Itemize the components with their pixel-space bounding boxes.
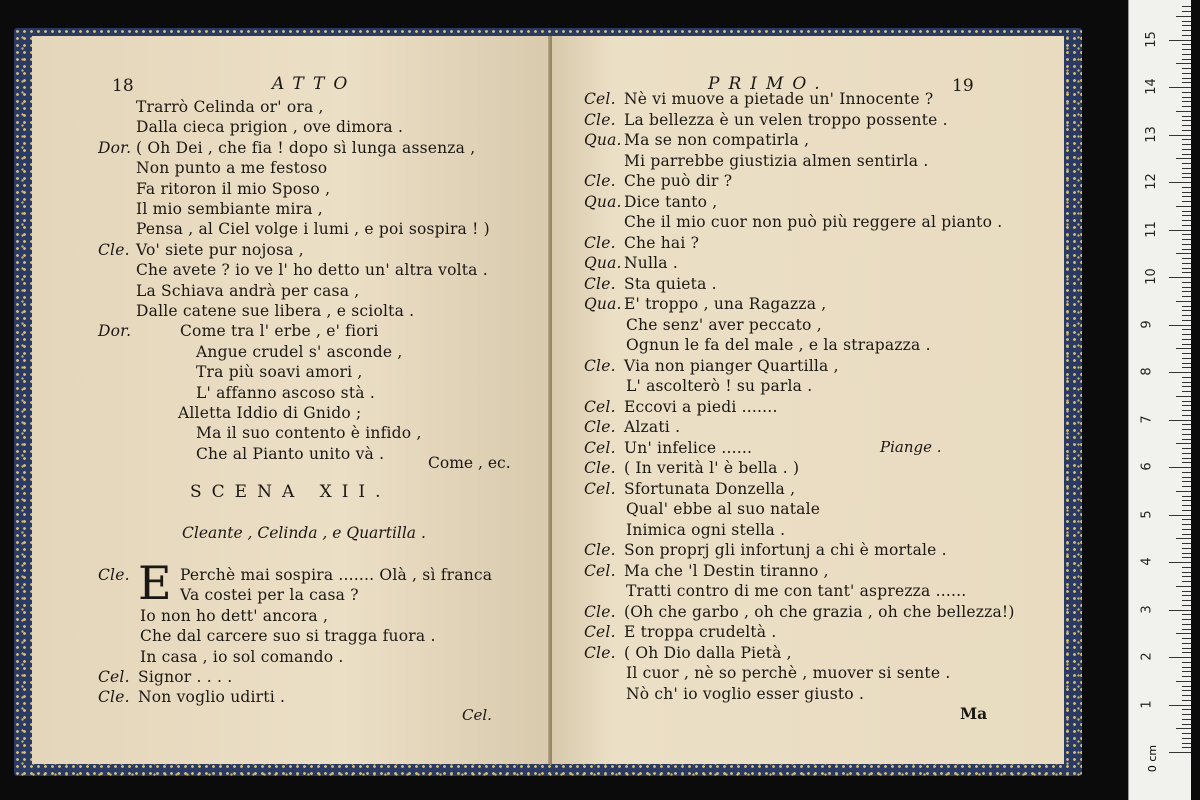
ruler-tick xyxy=(1182,149,1191,150)
running-head: PRIMO. xyxy=(708,74,829,94)
catchword: Ma xyxy=(960,704,988,723)
ruler-tick xyxy=(1169,752,1191,753)
ruler-tick xyxy=(1182,524,1191,525)
speaker-label: Cel. xyxy=(584,438,616,457)
ruler-tick xyxy=(1182,410,1191,411)
verse-text: Come tra l' erbe , e' fiori xyxy=(180,322,379,341)
ruler-tick xyxy=(1182,386,1191,387)
ruler-tick xyxy=(1182,676,1191,677)
verse-text: Ma che 'l Destin tiranno , xyxy=(624,561,829,580)
scene-characters: Cleante , Celinda , e Quartilla . xyxy=(182,524,426,542)
ruler-tick xyxy=(1182,363,1191,364)
ruler-tick xyxy=(1176,681,1191,682)
ruler-tick xyxy=(1182,215,1191,216)
ruler-tick xyxy=(1182,638,1191,639)
verse-text: Nulla . xyxy=(624,254,678,272)
verse-text: La Schiava andrà per casa , xyxy=(136,281,360,300)
ruler-tick xyxy=(1169,277,1191,278)
ruler-number: 9 xyxy=(1139,319,1155,329)
ruler-number: 15 xyxy=(1143,30,1159,48)
ruler-tick xyxy=(1182,510,1191,511)
speaker-label: Cle. xyxy=(584,602,616,621)
ruler-tick xyxy=(1182,334,1191,335)
ruler-tick xyxy=(1182,690,1191,691)
verse-text: Nò ch' io voglio esser giusto . xyxy=(626,684,865,703)
ruler-number: 1 xyxy=(1139,699,1155,709)
ruler-tick xyxy=(1182,144,1191,145)
ruler-tick xyxy=(1182,353,1191,354)
ruler-tick xyxy=(1182,747,1191,748)
ruler-tick xyxy=(1182,358,1191,359)
ruler-tick xyxy=(1182,624,1191,625)
ruler-tick xyxy=(1182,567,1191,568)
ruler-tick xyxy=(1182,106,1191,107)
verse-text: L' affanno ascoso stà . xyxy=(196,383,375,402)
ruler-tick xyxy=(1182,196,1191,197)
ruler-tick xyxy=(1182,401,1191,402)
ruler-tick xyxy=(1182,557,1191,558)
ruler-tick xyxy=(1182,415,1191,416)
verse-text: Dalle catene sue libera , e sciolta . xyxy=(136,302,415,320)
ruler-tick xyxy=(1176,253,1191,254)
ruler-tick xyxy=(1182,724,1191,725)
ruler-tick xyxy=(1182,481,1191,482)
ruler-tick xyxy=(1182,192,1191,193)
ruler-tick xyxy=(1176,728,1191,729)
ruler-tick xyxy=(1176,348,1191,349)
ruler-tick xyxy=(1182,614,1191,615)
ruler-tick xyxy=(1182,173,1191,174)
drop-cap: E xyxy=(138,556,172,610)
ruler-tick xyxy=(1169,182,1191,183)
speaker-label: Cle. xyxy=(98,566,130,584)
ruler-tick xyxy=(1176,586,1191,587)
verse-text: Pensa , al Ciel volge i lumi , e poi sospira ! ) xyxy=(136,220,490,239)
ruler-tick xyxy=(1182,695,1191,696)
speaker-label: Qua. xyxy=(584,131,622,149)
ruler-tick xyxy=(1182,439,1191,440)
verse-text: Perchè mai sospira ....... Olà , sì franca xyxy=(180,566,493,584)
ruler-tick xyxy=(1182,6,1191,7)
verse-text: Non punto a me festoso xyxy=(136,159,328,178)
ruler-tick xyxy=(1169,420,1191,421)
verse-text: ( Oh Dei , che fia ! dopo sì lunga assenza , xyxy=(136,138,476,157)
ruler-tick xyxy=(1182,320,1191,321)
speaker-label: Cle. xyxy=(584,459,616,477)
ruler-tick xyxy=(1182,472,1191,473)
ruler-tick xyxy=(1182,30,1191,31)
verse-text: Che hai ? xyxy=(624,233,700,252)
ruler-tick xyxy=(1182,116,1191,117)
ruler-tick xyxy=(1176,633,1191,634)
ruler-tick xyxy=(1182,35,1191,36)
ruler-tick xyxy=(1182,239,1191,240)
verse-text: Dalla cieca prigion , ove dimora . xyxy=(136,118,404,137)
ruler-tick xyxy=(1182,258,1191,259)
ruler-tick xyxy=(1182,543,1191,544)
ruler-tick xyxy=(1182,553,1191,554)
ruler-tick xyxy=(1182,92,1191,93)
left-page xyxy=(32,36,550,764)
ruler-tick xyxy=(1182,733,1191,734)
ruler-tick xyxy=(1182,405,1191,406)
ruler-tick xyxy=(1182,101,1191,102)
ruler-tick xyxy=(1182,315,1191,316)
ruler-tick xyxy=(1182,700,1191,701)
ruler-tick xyxy=(1182,296,1191,297)
ruler-tick xyxy=(1182,73,1191,74)
verse-text: Sta quieta . xyxy=(624,274,717,293)
ruler-tick xyxy=(1182,453,1191,454)
verse-text: Il mio sembiante mira , xyxy=(136,200,323,218)
ruler-tick xyxy=(1176,16,1191,17)
verse-text: Sfortunata Donzella , xyxy=(624,479,796,498)
ruler-tick xyxy=(1182,648,1191,649)
ruler-tick xyxy=(1182,287,1191,288)
ruler-tick xyxy=(1182,168,1191,169)
ruler-tick xyxy=(1182,605,1191,606)
verse-text: Un' infelice ...... xyxy=(624,438,753,457)
ruler-tick xyxy=(1169,657,1191,658)
ruler-tick xyxy=(1182,263,1191,264)
ruler-tick xyxy=(1182,477,1191,478)
stage-direction-come: Come , ec. xyxy=(428,454,511,472)
ruler-tick xyxy=(1182,505,1191,506)
ruler-tick xyxy=(1182,719,1191,720)
ruler-tick xyxy=(1182,496,1191,497)
page-number: 19 xyxy=(952,76,974,96)
verse-text: Dice tanto , xyxy=(624,192,718,211)
speaker-label: Cel. xyxy=(584,623,616,641)
verse-text: Son proprj gli infortunj a chi è mortale . xyxy=(624,541,947,559)
verse-text: Che senz' aver peccato , xyxy=(626,315,822,334)
speaker-label: Cle. xyxy=(584,110,616,129)
ruler-number: 3 xyxy=(1139,604,1155,614)
verse-text: Tra più soavi amori , xyxy=(196,363,363,382)
ruler-tick xyxy=(1182,139,1191,140)
ruler-tick xyxy=(1182,201,1191,202)
ruler-number: 7 xyxy=(1139,414,1155,424)
verse-text: Che al Pianto unito và . xyxy=(196,444,385,463)
ruler-tick xyxy=(1182,581,1191,582)
ruler-tick xyxy=(1182,619,1191,620)
ruler-tick xyxy=(1182,268,1191,269)
ruler-tick xyxy=(1182,391,1191,392)
speaker-label: Cle. xyxy=(584,643,616,662)
verse-text: La bellezza è un velen troppo possente . xyxy=(624,110,948,129)
ruler-tick xyxy=(1169,610,1191,611)
speaker-label: Cle. xyxy=(584,233,616,252)
ruler-tick xyxy=(1182,534,1191,535)
ruler-tick xyxy=(1176,538,1191,539)
speaker-label: Cel. xyxy=(584,90,616,108)
ruler-tick xyxy=(1182,367,1191,368)
speaker-label: Cle. xyxy=(584,274,616,293)
ruler-tick xyxy=(1182,329,1191,330)
ruler-tick xyxy=(1182,643,1191,644)
ruler-tick xyxy=(1176,111,1191,112)
ruler-tick xyxy=(1182,429,1191,430)
ruler-tick xyxy=(1182,424,1191,425)
ruler-tick xyxy=(1169,562,1191,563)
ruler-tick xyxy=(1182,671,1191,672)
ruler-unit: 0 cm xyxy=(1146,744,1160,773)
ruler-tick xyxy=(1182,282,1191,283)
ruler-tick xyxy=(1182,572,1191,573)
ruler-tick xyxy=(1182,78,1191,79)
ruler-tick xyxy=(1182,59,1191,60)
ruler-tick xyxy=(1182,68,1191,69)
ruler-tick xyxy=(1182,339,1191,340)
ruler-tick xyxy=(1182,272,1191,273)
ruler-tick xyxy=(1182,529,1191,530)
verse-text: ( Oh Dio dalla Pietà , xyxy=(624,643,792,662)
verse-text: Che il mio cuor non può più reggere al pianto . xyxy=(624,213,1003,231)
verse-text: Che può dir ? xyxy=(624,172,733,190)
verse-text: Via non pianger Quartilla , xyxy=(624,356,839,375)
verse-text: Trarrò Celinda or' ora , xyxy=(136,98,324,116)
ruler-tick xyxy=(1182,548,1191,549)
ruler-tick xyxy=(1176,491,1191,492)
verse-text: Qual' ebbe al suo natale xyxy=(626,500,821,518)
ruler-number: 13 xyxy=(1143,125,1159,143)
speaker-label: Qua. xyxy=(584,254,622,272)
verse-text: Signor . . . . xyxy=(138,668,233,686)
ruler-tick xyxy=(1182,25,1191,26)
ruler-tick xyxy=(1182,667,1191,668)
ruler-tick xyxy=(1176,443,1191,444)
scene-title: SCENA XII. xyxy=(190,482,391,502)
speaker-label: Cle. xyxy=(584,356,616,375)
verse-text: (Oh che garbo , oh che grazia , oh che bellezza!) xyxy=(624,602,1015,621)
speaker-label: Cle. xyxy=(584,541,616,559)
ruler-tick xyxy=(1182,11,1191,12)
ruler-number: 14 xyxy=(1143,78,1159,95)
ruler-tick xyxy=(1182,458,1191,459)
speaker-label: Cle. xyxy=(98,688,130,707)
verse-text: Alzati . xyxy=(624,418,681,436)
ruler-number: 10 xyxy=(1143,268,1159,285)
ruler-tick xyxy=(1182,225,1191,226)
speaker-label: Cle. xyxy=(584,172,616,190)
ruler-tick xyxy=(1182,344,1191,345)
verse-text: Alletta Iddio di Gnido ; xyxy=(178,404,362,422)
ruler-tick xyxy=(1182,714,1191,715)
ruler-tick xyxy=(1182,249,1191,250)
verse-text: Ma se non compatirla , xyxy=(624,131,810,149)
ruler-number: 12 xyxy=(1143,173,1159,190)
catchword: Cel. xyxy=(462,706,492,724)
ruler-tick xyxy=(1182,163,1191,164)
speaker-label: Qua. xyxy=(584,192,622,211)
verse-text: Tratti contro di me con tant' asprezza ...... xyxy=(626,582,967,600)
ruler-tick xyxy=(1182,591,1191,592)
ruler-tick xyxy=(1182,486,1191,487)
verse-text: Nè vi muove a pietade un' Innocente ? xyxy=(624,90,934,108)
ruler-tick xyxy=(1176,396,1191,397)
ruler-tick xyxy=(1182,576,1191,577)
verse-text: Che dal carcere suo si tragga fuora . xyxy=(140,627,436,646)
ruler-tick xyxy=(1182,220,1191,221)
ruler-tick xyxy=(1182,448,1191,449)
ruler-tick xyxy=(1182,97,1191,98)
verse-text: Angue crudel s' asconde , xyxy=(196,342,403,361)
speaker-label: Dor. xyxy=(98,138,132,157)
verse-text: Ma il suo contento è infido , xyxy=(196,424,422,443)
ruler-tick xyxy=(1182,291,1191,292)
ruler-tick xyxy=(1182,21,1191,22)
speaker-label: Cle. xyxy=(98,240,130,259)
ruler-tick xyxy=(1182,629,1191,630)
verse-text: Ognun le fa del male , e la strapazza . xyxy=(626,336,931,354)
verse-text: Vo' siete pur nojosa , xyxy=(136,240,304,259)
speaker-label: Cel. xyxy=(584,397,616,416)
ruler-tick xyxy=(1182,662,1191,663)
running-head: ATTO xyxy=(272,74,357,94)
ruler-tick xyxy=(1182,211,1191,212)
ruler-tick xyxy=(1169,515,1191,516)
ruler-number: 8 xyxy=(1139,367,1155,376)
verse-text: Inimica ogni stella . xyxy=(626,520,786,539)
ruler-tick xyxy=(1182,130,1191,131)
ruler-tick xyxy=(1182,187,1191,188)
ruler-tick xyxy=(1176,158,1191,159)
verse-text: E troppa crudeltà . xyxy=(624,623,777,641)
ruler-tick xyxy=(1169,40,1191,41)
ruler-tick xyxy=(1182,120,1191,121)
ruler-tick xyxy=(1182,306,1191,307)
speaker-label: Dor. xyxy=(98,322,132,341)
ruler-number: 2 xyxy=(1139,652,1155,661)
speaker-label: Cel. xyxy=(584,479,616,498)
ruler-tick xyxy=(1176,206,1191,207)
ruler-tick xyxy=(1182,743,1191,744)
ruler-tick xyxy=(1182,686,1191,687)
page-number: 18 xyxy=(112,76,134,96)
ruler-tick xyxy=(1182,310,1191,311)
verse-text: Mi parrebbe giustizia almen sentirla . xyxy=(624,151,929,170)
ruler-tick xyxy=(1182,234,1191,235)
ruler-tick xyxy=(1182,82,1191,83)
ruler-tick xyxy=(1182,49,1191,50)
verse-text: Io non ho dett' ancora , xyxy=(140,606,329,625)
verse-text: Eccovi a piedi ....... xyxy=(624,397,778,416)
ruler-tick xyxy=(1169,705,1191,706)
ruler-tick xyxy=(1182,125,1191,126)
ruler-tick xyxy=(1182,738,1191,739)
measuring-ruler xyxy=(1128,0,1191,800)
speaker-label: Cle. xyxy=(584,418,616,436)
speaker-label: Qua. xyxy=(584,295,622,313)
ruler-tick xyxy=(1182,382,1191,383)
ruler-tick xyxy=(1182,434,1191,435)
stage-direction: Piange . xyxy=(880,438,942,456)
ruler-tick xyxy=(1182,244,1191,245)
verse-text: Che avete ? io ve l' ho detto un' altra volta . xyxy=(136,261,488,280)
ruler-tick xyxy=(1182,462,1191,463)
verse-text: ( In verità l' è bella . ) xyxy=(624,459,800,477)
verse-text: Va costei per la casa ? xyxy=(180,586,359,605)
ruler-tick xyxy=(1182,595,1191,596)
ruler-tick xyxy=(1169,230,1191,231)
ruler-tick xyxy=(1182,154,1191,155)
ruler-tick xyxy=(1182,44,1191,45)
speaker-label: Cel. xyxy=(584,561,616,580)
right-page xyxy=(552,36,1064,764)
ruler-tick xyxy=(1169,372,1191,373)
ruler-number: 4 xyxy=(1139,557,1155,566)
verse-text: Il cuor , nè so perchè , muover si sente . xyxy=(626,664,951,682)
ruler-tick xyxy=(1182,54,1191,55)
ruler-tick xyxy=(1182,709,1191,710)
ruler-number: 11 xyxy=(1143,220,1159,238)
ruler-number: 6 xyxy=(1139,462,1155,471)
ruler-tick xyxy=(1182,519,1191,520)
ruler-tick xyxy=(1169,325,1191,326)
ruler-tick xyxy=(1169,87,1191,88)
ruler-number: 5 xyxy=(1139,509,1155,519)
verse-text: Non voglio udirti . xyxy=(138,688,286,707)
ruler-tick xyxy=(1176,301,1191,302)
ruler-tick xyxy=(1182,500,1191,501)
speaker-label: Cel. xyxy=(98,668,130,686)
ruler-tick xyxy=(1176,63,1191,64)
ruler-tick xyxy=(1182,177,1191,178)
ruler-tick xyxy=(1169,467,1191,468)
verse-text: L' ascolterò ! su parla . xyxy=(626,377,813,395)
ruler-tick xyxy=(1169,135,1191,136)
ruler-tick xyxy=(1182,652,1191,653)
ruler-tick xyxy=(1182,600,1191,601)
verse-text: In casa , io sol comando . xyxy=(140,647,344,666)
verse-text: Fa ritoron il mio Sposo , xyxy=(136,179,331,198)
verse-text: E' troppo , una Ragazza , xyxy=(624,295,827,313)
ruler-tick xyxy=(1182,377,1191,378)
